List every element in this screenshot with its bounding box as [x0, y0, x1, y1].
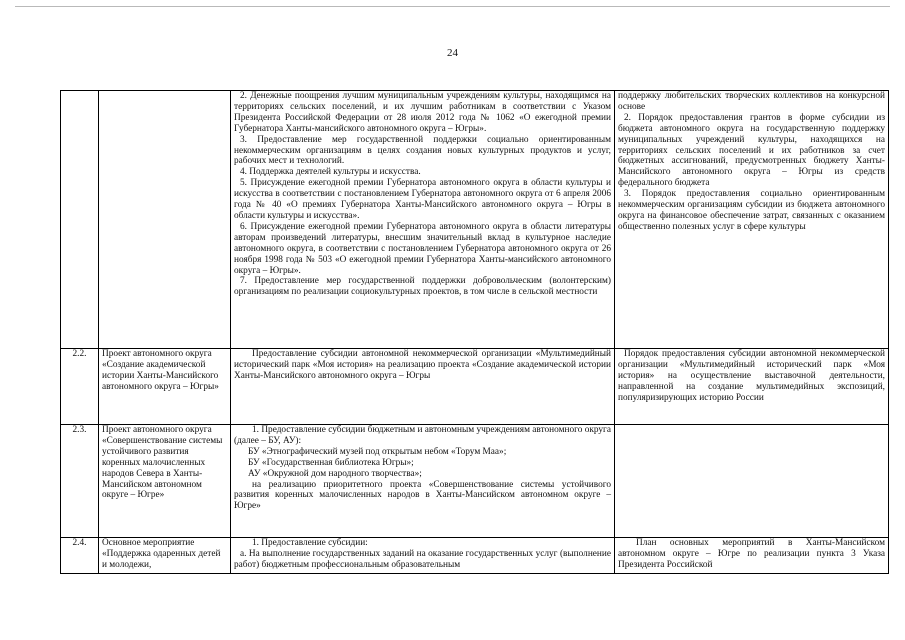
content-paragraph: 1. Предоставление субсидии: — [252, 538, 368, 548]
content-paragraph: 5. Присуждение ежегодной премии Губернатора автономного округа в области культуры и искусства в соответствии с постановлением Губернатора автономного округа от 6 апреля 2006 года № 40 «О премиях Губернатора Ханты-Мансийского автономного округа – Югры в области культуры и искусства». — [234, 178, 611, 221]
basis-paragraph: 3. Порядок предоставления социально ориентированным некоммерческим организациям субсидии из бюджета автономного округа на финансовое обеспечение затрат, связанных с оказанием общественно полезных услуг в сфере культуры — [618, 189, 885, 232]
measure-name: Основное мероприятие «Поддержка одаренных детей и молодежи, — [99, 538, 231, 574]
content-paragraph: 7. Предоставление мер государственной поддержки добровольческим (волонтерским) организациям по реализации социокультурных проектов, в том числе в сельской местности — [234, 276, 611, 298]
basis-paragraph: 2. Порядок предоставления грантов в форме субсидии из бюджета автономного округа на государственную поддержку муниципальных учреждений культуры, находящихся на территориях сельских поселений и их работников за счет бюджетных ассигнований, предусмотренных бюджету Ханты-Мансийского автономного округа – Югры из средств федерального бюджета — [618, 112, 885, 189]
content-paragraph: 1. Предоставление субсидии бюджетным и автономным учреждениям автономного округа (далее – БУ, АУ): — [234, 425, 611, 446]
basis-paragraph: Порядок предоставления субсидии автономной некоммерческой организации «Мультимедийный исторический парк «Моя история» на осуществление выставочной деятельности, направленной на создание мультимедийных экспозиций, популяризирующих историю России — [618, 349, 885, 403]
content-paragraph: 3. Предоставление мер государственной поддержки социально ориентированным некоммерческим организациям в целях создания новых культурных продуктов и услуг, рабочих мест и технологий. — [234, 134, 611, 167]
content-paragraph: на реализацию приоритетного проекта «Совершенствование системы устойчивого развития коренных малочисленных народов в Ханты-Мансийском автономном округе – Югре» — [234, 479, 611, 512]
measure-name — [99, 91, 231, 349]
legal-basis — [615, 425, 889, 538]
basis-paragraph: План основных мероприятий в Ханты-Мансийском автономном округе – Югре по реализации пункта 3 Указа Президента Российской — [618, 538, 885, 570]
legal-basis — [615, 349, 889, 425]
basis-paragraph: поддержку любительских творческих коллективов на конкурсной основе — [618, 91, 885, 112]
row-number: 2.2. — [61, 349, 99, 425]
content-paragraph: 6. Присуждение ежегодной премии Губернатора автономного округа в области литературы авторам произведений литературы, внесшим значительный вклад в культурное наследие автономного округа, в соответствии с постановлением Губернатора автономного округа от 26 ноября 1998 года № 503 «О ежегодной премии Губернатора Ханты-мансийского автономного округа – Югры». — [234, 221, 611, 276]
content-paragraph: Предоставление субсидии автономной некоммерческой организации «Мультимедийный исторический парк «Моя история» на реализацию проекта «Создание академической истории Ханты-Мансийского автономного округа – Югры — [234, 349, 611, 381]
content-paragraph: АУ «Окружной дом народного творчества»; — [248, 468, 422, 479]
table-row — [61, 538, 889, 574]
page-number: 24 — [447, 47, 458, 59]
table-row — [61, 349, 889, 425]
measure-name: Проект автономного округа «Совершенствование системы устойчивого развития коренных малочисленных народов Севера в Ханты-Мансийском автономном округе – Югре» — [99, 425, 231, 538]
table-row — [61, 91, 889, 349]
content-paragraph: 2. Денежные поощрения лучшим муниципальным учреждениям культуры, находящимся на территориях сельских поселений, и их лучшим работникам в соответствии с Указом Президента Российской Федерации от 28 июля 2012 года № 1062 «О ежегодной премии Губернатора Ханты-мансийского автономного округа – Югры». — [234, 91, 611, 134]
measure-content — [231, 91, 615, 349]
content-paragraph: БУ «Этнографический музей под открытым небом «Торум Маа»; — [248, 446, 507, 457]
measure-content — [231, 425, 615, 538]
content-paragraph: а. На выполнение государственных заданий на оказание государственных услуг (выполнение работ) бюджетным профессиональным образовательным — [234, 548, 611, 570]
measures-table — [60, 90, 889, 574]
measure-content — [231, 538, 615, 574]
row-number: 2.3. — [61, 425, 99, 538]
measure-name: Проект автономного округа «Создание академической истории Ханты-Мансийского автономного округа – Югры» — [99, 349, 231, 425]
row-number: 2.4. — [61, 538, 99, 574]
legal-basis — [615, 91, 889, 349]
measure-content — [231, 349, 615, 425]
scan-top-edge — [15, 6, 890, 7]
legal-basis — [615, 538, 889, 574]
content-paragraph: 4. Поддержка деятелей культуры и искусства. — [240, 167, 421, 178]
content-paragraph: БУ «Государственная библиотека Югры»; — [248, 457, 414, 468]
row-number — [61, 91, 99, 349]
table-row — [61, 425, 889, 538]
